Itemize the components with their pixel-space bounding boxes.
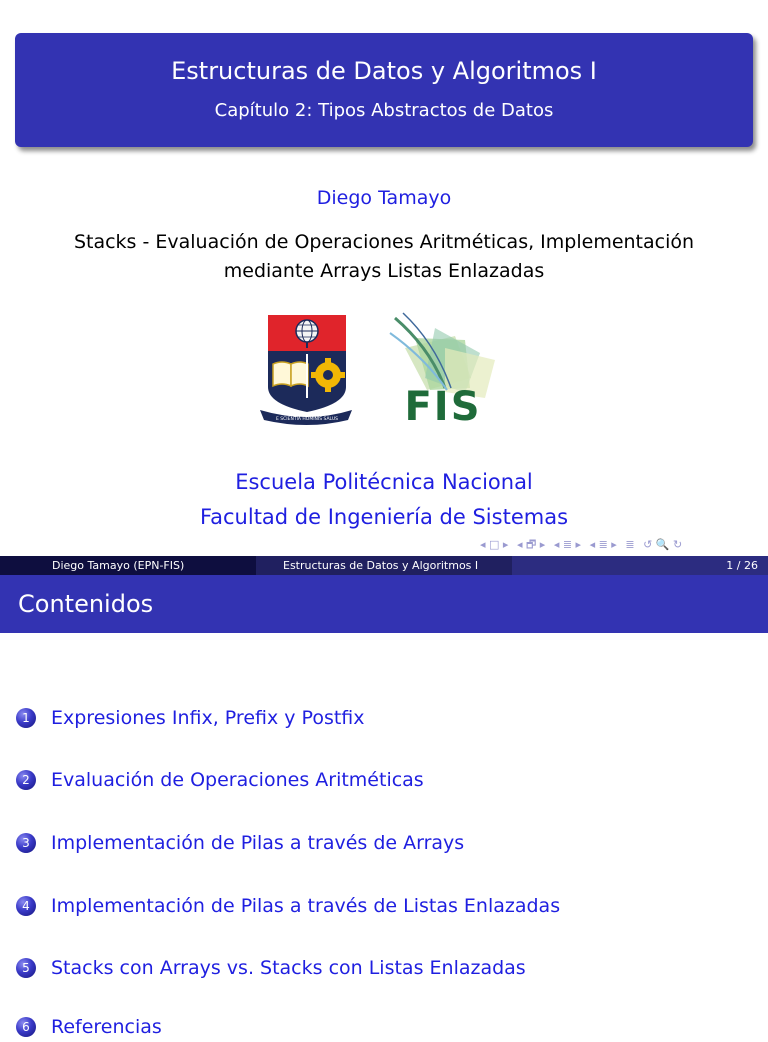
talk-title-line-2: mediante Arrays Listas Enlazadas	[223, 260, 545, 282]
toc-item-label: Evaluación de Operaciones Aritméticas	[51, 769, 424, 791]
nav-frame-icon[interactable]: ◂ □ ▸	[480, 538, 509, 551]
toc-item-label: Implementación de Pilas a través de Listas Enlazadas	[51, 895, 561, 917]
toc-item[interactable]	[16, 828, 464, 858]
epn-motto: E SCIENTIA HOMINIS SALUS	[276, 417, 338, 422]
toc-number-ball: 2	[16, 770, 36, 790]
footer-page-number: 1 / 26	[726, 559, 758, 572]
nav-part-icon[interactable]: ◂ ≣ ▸	[589, 538, 617, 551]
fis-logo	[375, 308, 511, 426]
beamer-navigation	[480, 536, 765, 554]
toc-item[interactable]	[16, 765, 424, 795]
toc-item[interactable]	[16, 1012, 162, 1042]
frame-title-bar	[0, 575, 768, 633]
toc-item[interactable]	[16, 953, 526, 983]
talk-title	[50, 228, 718, 286]
footer-bar	[0, 556, 768, 575]
frame-title: Contenidos	[18, 590, 154, 618]
toc-number-ball: 5	[16, 958, 36, 978]
title-box	[15, 33, 753, 147]
institution-line-1: Escuela Politécnica Nacional	[235, 470, 533, 494]
toc-item[interactable]	[16, 891, 560, 921]
toc-item-label: Expresiones Infix, Prefix y Postfix	[51, 707, 365, 729]
footer-author: Diego Tamayo (EPN-FIS)	[52, 559, 185, 572]
nav-subsection-icon[interactable]: ◂ 🗗 ▸	[516, 538, 546, 551]
nav-search-icon[interactable]: ↺ 🔍 ↻	[643, 538, 683, 551]
nav-section-icon[interactable]: ◂ ≣ ▸	[553, 538, 582, 551]
toc-item[interactable]	[16, 703, 365, 733]
toc-number-ball: 3	[16, 833, 36, 853]
talk-title-line-1: Stacks - Evaluación de Operaciones Aritméticas, Implementación	[73, 231, 695, 253]
book-icon	[273, 362, 308, 386]
fis-logo-text: FIS	[404, 384, 482, 426]
toc-item-label: Implementación de Pilas a través de Arrays	[51, 832, 465, 854]
footer-course: Estructuras de Datos y Algoritmos I	[283, 559, 479, 572]
presentation-title: Estructuras de Datos y Algoritmos I	[171, 57, 597, 85]
toc-number-ball: 6	[16, 1017, 36, 1037]
presentation-subtitle: Capítulo 2: Tipos Abstractos de Datos	[214, 100, 554, 121]
toc-item-label: Referencias	[51, 1016, 162, 1038]
toc-number-ball: 4	[16, 896, 36, 916]
toc-number-ball: 1	[16, 708, 36, 728]
nav-toc-icon[interactable]: ≣	[625, 538, 635, 551]
epn-logo	[258, 312, 354, 426]
author-name: Diego Tamayo	[316, 187, 452, 209]
institution-line-2: Facultad de Ingeniería de Sistemas	[199, 505, 569, 529]
toc-item-label: Stacks con Arrays vs. Stacks con Listas Enlazadas	[51, 957, 526, 979]
